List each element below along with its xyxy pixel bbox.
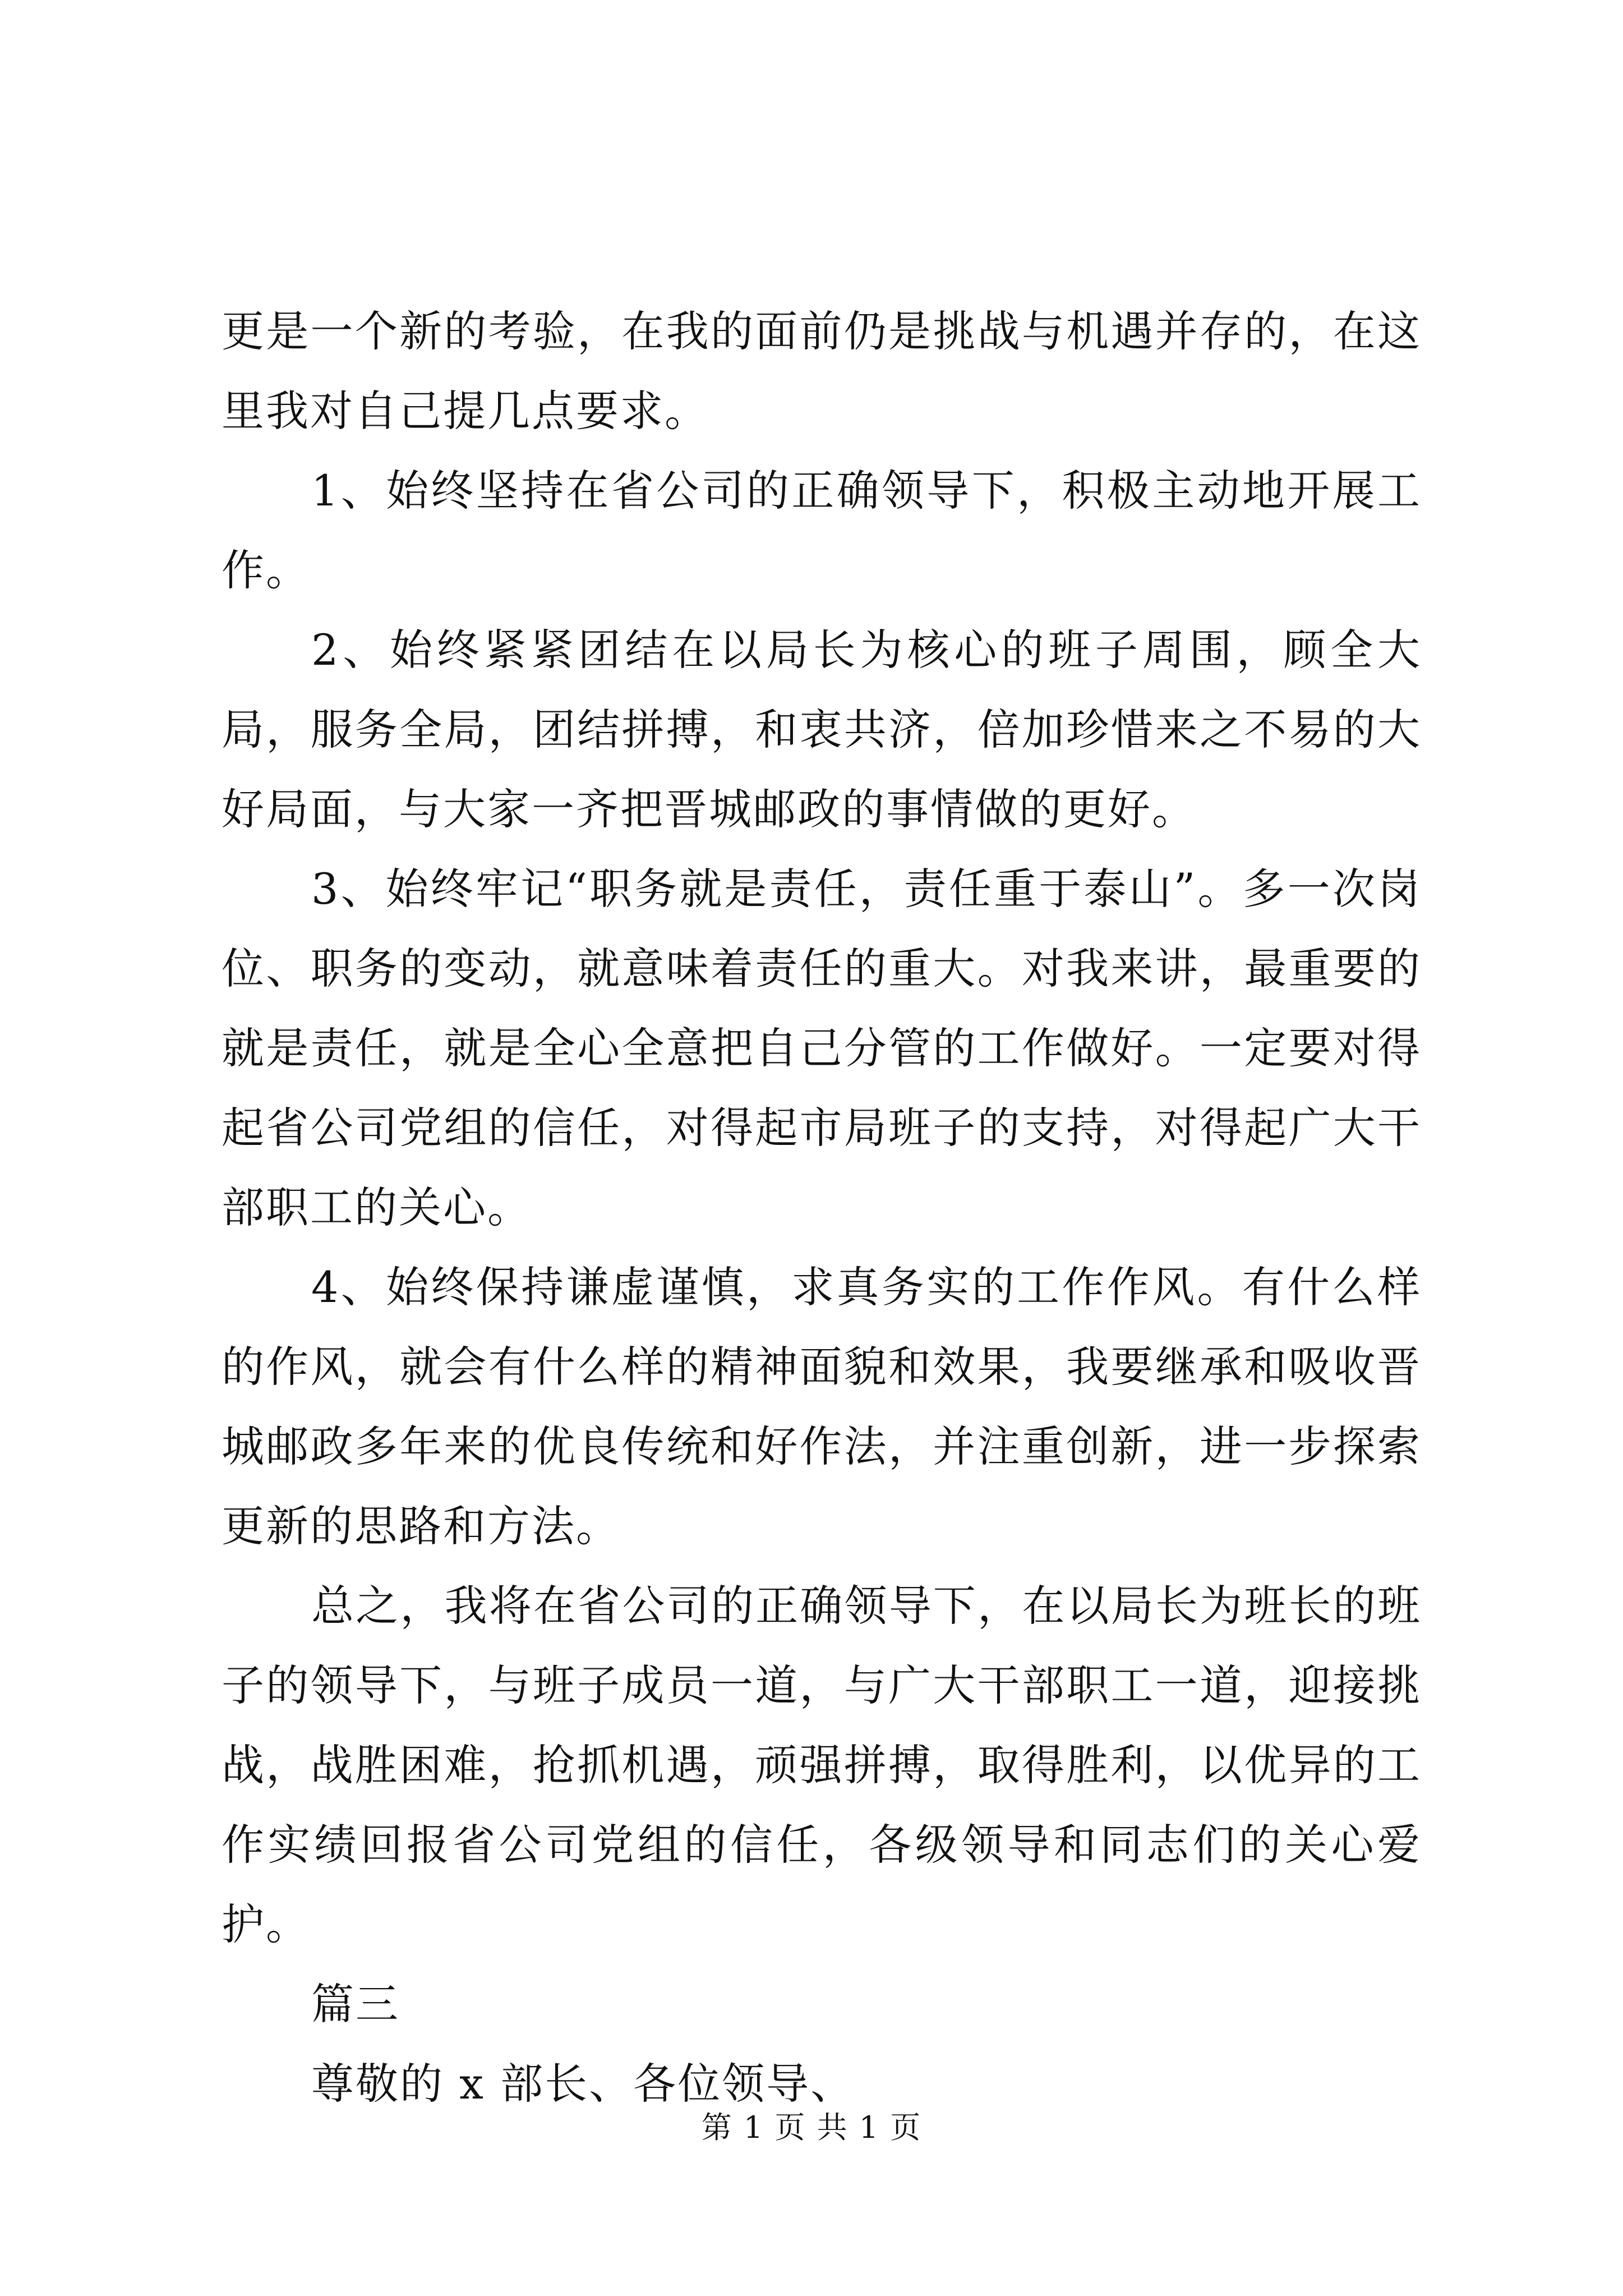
paragraph-intro-continuation: 更是一个新的考验，在我的面前仍是挑战与机遇并存的，在这里我对自己提几点要求。 (222, 306, 1422, 436)
document-body (222, 292, 1422, 2124)
paragraph-conclusion: 总之，我将在省公司的正确领导下，在以局长为班长的班子的领导下，与班子成员一道，与广大干部职工一道，迎接挑战，战胜困难，抢抓机遇，顽强拼搏，取得胜利，以优异的工作实绩回报省公司党组的信任，各级领导和同志们的关心爱护。 (222, 1581, 1422, 1949)
paragraph-item-1: 1、始终坚持在省公司的正确领导下，积极主动地开展工作。 (222, 466, 1422, 595)
salutation: 尊敬的 x 部长、各位领导、 (311, 2059, 855, 2109)
paragraph-item-3: 3、始终牢记“职务就是责任，责任重于泰山”。多一次岗位、职务的变动，就意味着责任的重大。对我来讲，最重要的就是责任，就是全心全意把自己分管的工作做好。一定要对得起省公司党组的信任，对得起市局班子的支持，对得起广大干部职工的关心。 (222, 864, 1422, 1232)
page-footer: 第 1 页 共 1 页 (701, 2110, 922, 2145)
section-heading: 篇三 (311, 1979, 400, 2029)
paragraph-item-2: 2、始终紧紧团结在以局长为核心的班子周围，顾全大局，服务全局，团结拼搏，和衷共济，倍加珍惜来之不易的大好局面，与大家一齐把晋城邮政的事情做的更好。 (222, 625, 1422, 834)
paragraph-item-4: 4、始终保持谦虚谨慎，求真务实的工作作风。有什么样的作风，就会有什么样的精神面貌和效果，我要继承和吸收晋城邮政多年来的优良传统和好作法，并注重创新，进一步探索更新的思路和方法。 (222, 1262, 1422, 1551)
